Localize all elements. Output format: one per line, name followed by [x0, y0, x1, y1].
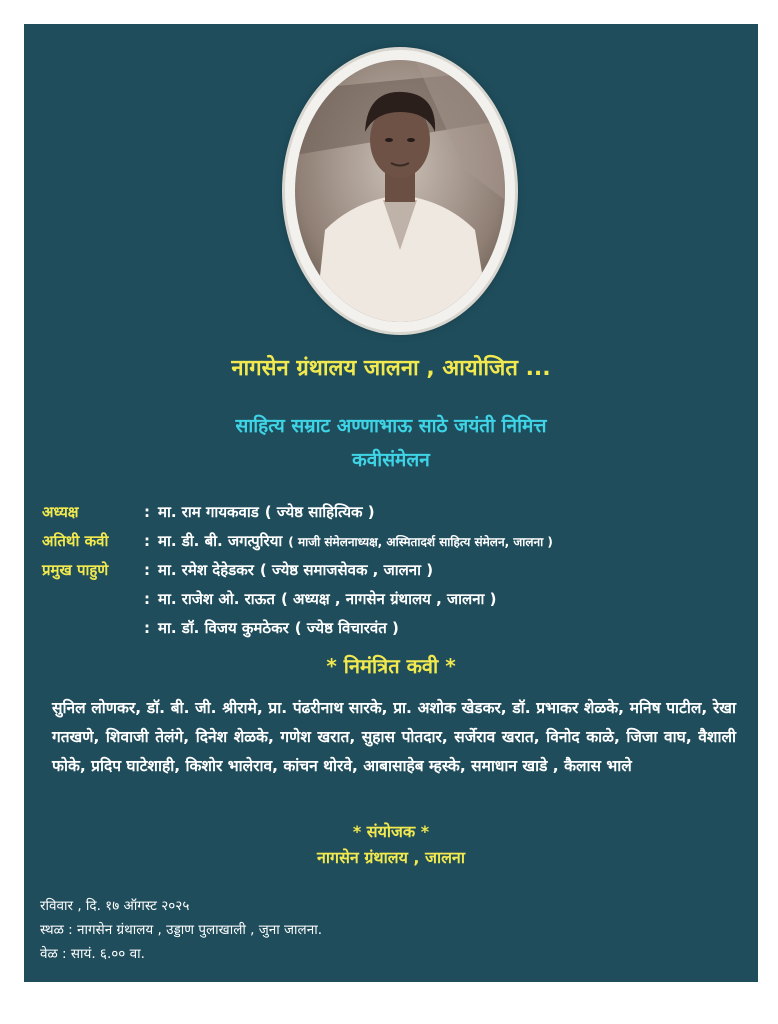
guest-colon: :: [144, 503, 150, 521]
event-date: रविवार , दि. १७ ऑगस्ट २०२५: [40, 898, 190, 914]
guest-row: [42, 618, 752, 647]
guest-row: [42, 560, 752, 589]
guest-row: [42, 531, 752, 560]
guest-name: मा. डॉ. विजय कुमठेकर: [158, 619, 289, 637]
guest-name: मा. राजेश ओ. राऊत: [158, 590, 275, 608]
guest-row: [42, 502, 752, 531]
guest-detail: ( ज्येष्ठ विचारवंत ): [294, 619, 399, 637]
portrait-photo: [295, 60, 505, 322]
event-time: वेळ : सायं. ६.०० वा.: [40, 946, 145, 962]
guest-name: मा. राम गायकवाड: [158, 503, 259, 521]
guest-colon: :: [144, 561, 150, 579]
event-info: [40, 894, 740, 966]
guest-colon: :: [144, 590, 150, 608]
event-type: कवीसंमेलन: [352, 449, 430, 471]
guest-role: अध्यक्ष: [42, 503, 79, 521]
event-venue: स्थळ : नागसेन ग्रंथालय , उड्डाण पुलाखाली , जुना जालना.: [40, 922, 322, 938]
guest-detail: ( ज्येष्ठ साहित्यिक ): [264, 503, 375, 521]
coordinator-heading: * संयोजक *: [352, 822, 430, 841]
invitation-card: [24, 24, 758, 982]
guest-detail: ( ज्येष्ठ समाजसेवक , जालना ): [259, 561, 434, 579]
portrait-frame: [285, 50, 515, 332]
guest-name: मा. रमेश देहेडकर: [158, 561, 254, 579]
guest-row: [42, 589, 752, 618]
page-title: नागसेन ग्रंथालय जालना , आयोजित ...: [231, 356, 551, 381]
guest-role: अतिथी कवी: [42, 532, 109, 550]
guest-colon: :: [144, 532, 150, 550]
invited-poets-heading: * निमंत्रित कवी *: [326, 654, 456, 678]
guest-list: [42, 502, 752, 647]
guest-detail: ( माजी संमेलनाध्यक्ष, अस्मितादर्श साहित्य संमेलन, जालना ): [288, 535, 553, 549]
guest-name: मा. डी. बी. जगत्पुरिया: [158, 532, 283, 550]
coordinator-name: नागसेन ग्रंथालय , जालना: [317, 848, 465, 867]
event-subtitle: साहित्य सम्राट अण्णाभाऊ साठे जयंती निमित्त: [235, 415, 547, 437]
invited-poets-list: सुनिल लोणकर, डॉ. बी. जी. श्रीरामे, प्रा. पंढरीनाथ सारके, प्रा. अशोक खेडकर, डॉ. प्रभाकर शेळके, मनिष पाटील, रेखा गतखणे, शिवाजी तेलंगे, दिनेश शेळके, गणेश खरात, सुहास पोतदार, सर्जेराव खरात, विनोद काळे, जिजा वाघ, वैशाली फोके, प्रदिप घाटेशाही, किशोर भालेराव, कांचन थोरवे, आबासाहेब म्हस्के, समाधान खाडे , कैलास भाले: [52, 699, 736, 775]
guest-detail: ( अध्यक्ष , नागसेन ग्रंथालय , जालना ): [280, 590, 497, 608]
guest-colon: :: [144, 619, 150, 637]
guest-role: प्रमुख पाहुणे: [42, 561, 109, 579]
